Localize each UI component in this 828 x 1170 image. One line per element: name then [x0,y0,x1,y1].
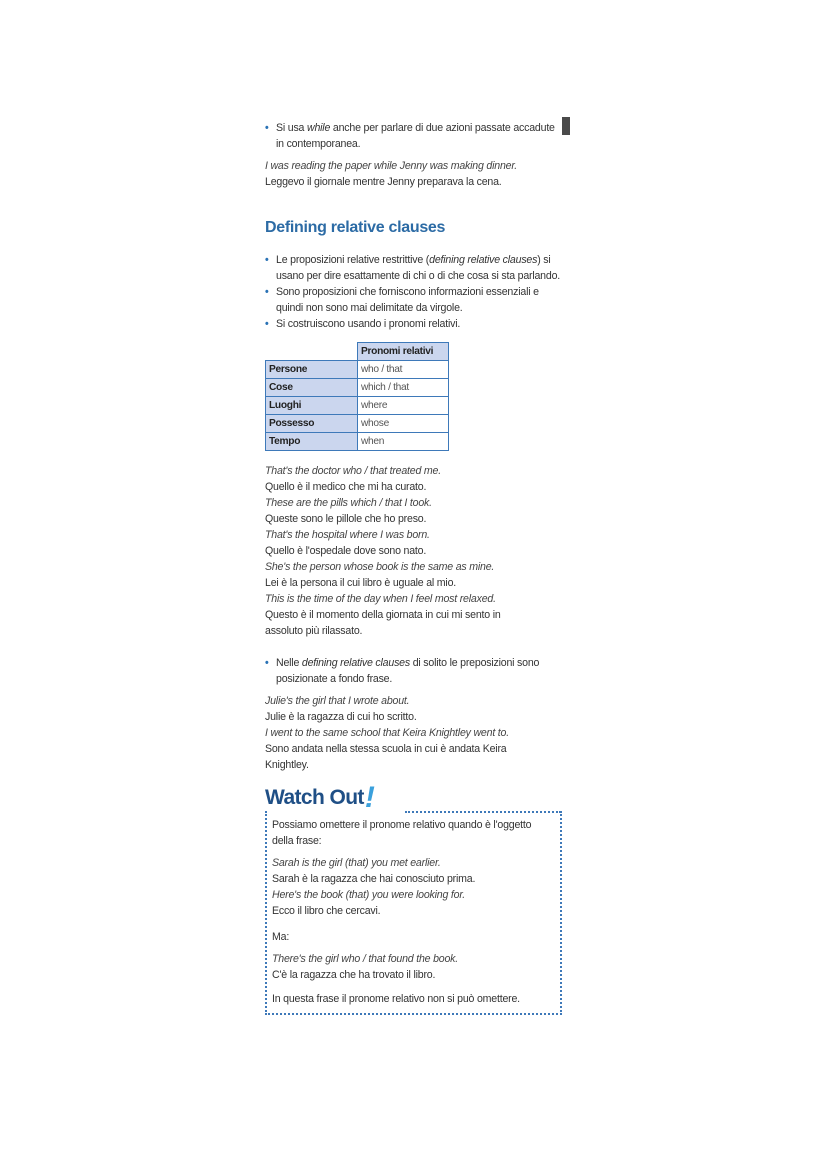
example-it: Lei è la persona il cui libro è uguale al mio. [265,577,457,589]
example-en: That's the doctor who / that treated me. [265,465,441,477]
watch-out-top-border [405,811,561,813]
example-it: Quello è l'ospedale dove sono nato. [265,545,427,557]
table-row-value: who / that [358,361,449,379]
example-en: That's the hospital where I was born. [265,529,430,541]
table-header: Pronomi relativi [358,343,449,361]
defining-bullet-3-text: Si costruiscono usando i pronomi relativi. [276,318,461,330]
watch-out-title [265,781,375,814]
example-it: Queste sono le pillole che ho preso. [265,513,427,525]
while-bullet-text-a: Si usa [276,122,307,134]
while-example-it: Leggevo il giornale mentre Jenny preparava la cena. [265,176,502,188]
table-row-value: which / that [358,379,449,397]
table-row-value: whose [358,415,449,433]
example-en: She's the person whose book is the same as mine. [265,561,495,573]
table-row-value: where [358,397,449,415]
table-corner [266,343,358,361]
defining-bullet-1-text-b: ) si usano per dire esattamente di chi o di che cosa si sta parlando. [276,254,561,282]
table-row [266,397,449,415]
table-row [266,415,449,433]
watch-out-intro: Possiamo omettere il pronome relativo quando è l'oggetto della frase: [272,819,532,847]
defining-bullet-3 [265,316,565,332]
defining-bullet-2 [265,284,565,316]
watch-example-2-en: Here's the book (that) you were looking for. [272,889,466,901]
while-bullet [265,120,565,152]
while-example-en: I was reading the paper while Jenny was making dinner. [265,160,518,172]
watch-out-box [265,811,562,1015]
defining-bullet-2-text: Sono proposizioni che forniscono informazioni essenziali e quindi non sono mai delimitate da virgole. [276,286,539,314]
section-title: Defining relative clauses [265,219,446,236]
watch-example-3-en: There's the girl who / that found the book. [272,953,458,965]
watch-out-title-text: Watch Out [265,786,364,809]
table-row-label: Possesso [266,415,358,433]
watch-example-1-en: Sarah is the girl (that) you met earlier. [272,857,441,869]
preposition-example-2-it: Sono andata nella stessa scuola in cui è andata Keira Knightley. [265,743,507,771]
table-row-label: Cose [266,379,358,397]
table-row-label: Luoghi [266,397,358,415]
defining-bullet-1-text-a: Le proposizioni relative restrittive ( [276,254,430,266]
example-it: Questo è il momento della giornata in cui mi sento in assoluto più rilassato. [265,609,501,637]
preposition-example-1-en: Julie's the girl that I wrote about. [265,695,410,707]
preposition-example-1-it: Julie è la ragazza di cui ho scritto. [265,711,417,723]
table-row-value: when [358,433,449,451]
preposition-example-2-en: I went to the same school that Keira Knightley went to. [265,727,509,739]
watch-out-section [265,781,565,1015]
example-en: These are the pills which / that I took. [265,497,432,509]
preposition-bullet-term: defining relative clauses [301,657,410,669]
while-bullet-text-b: anche per parlare di due azioni passate accadute in contemporanea. [276,122,555,150]
defining-bullet-1-term: defining relative clauses [429,254,538,266]
table-row [266,433,449,451]
table-row [266,379,449,397]
table-header-row [266,343,449,361]
watch-example-1-it: Sarah è la ragazza che hai conosciuto prima. [272,873,476,885]
example-it: Quello è il medico che mi ha curato. [265,481,427,493]
preposition-bullet [265,655,565,687]
while-bullet-keyword: while [307,122,331,134]
defining-bullet-1 [265,252,565,284]
table-row-label: Tempo [266,433,358,451]
table-row-label: Persone [266,361,358,379]
watch-ma: Ma: [272,931,290,943]
pronoun-examples [265,463,565,639]
table-row [266,361,449,379]
grammar-page [265,120,565,1015]
preposition-bullet-text-a: Nelle [276,657,302,669]
watch-example-2-it: Ecco il libro che cercavi. [272,905,381,917]
watch-out-note: In questa frase il pronome relativo non si può omettere. [272,993,520,1005]
example-en: This is the time of the day when I feel most relaxed. [265,593,496,605]
relative-pronouns-table [265,342,449,451]
preposition-bullet-text-b: di solito le preposizioni sono posizionate a fondo frase. [276,657,540,685]
watch-example-3-it: C'è la ragazza che ha trovato il libro. [272,969,436,981]
exclamation-icon: ! [364,781,375,814]
